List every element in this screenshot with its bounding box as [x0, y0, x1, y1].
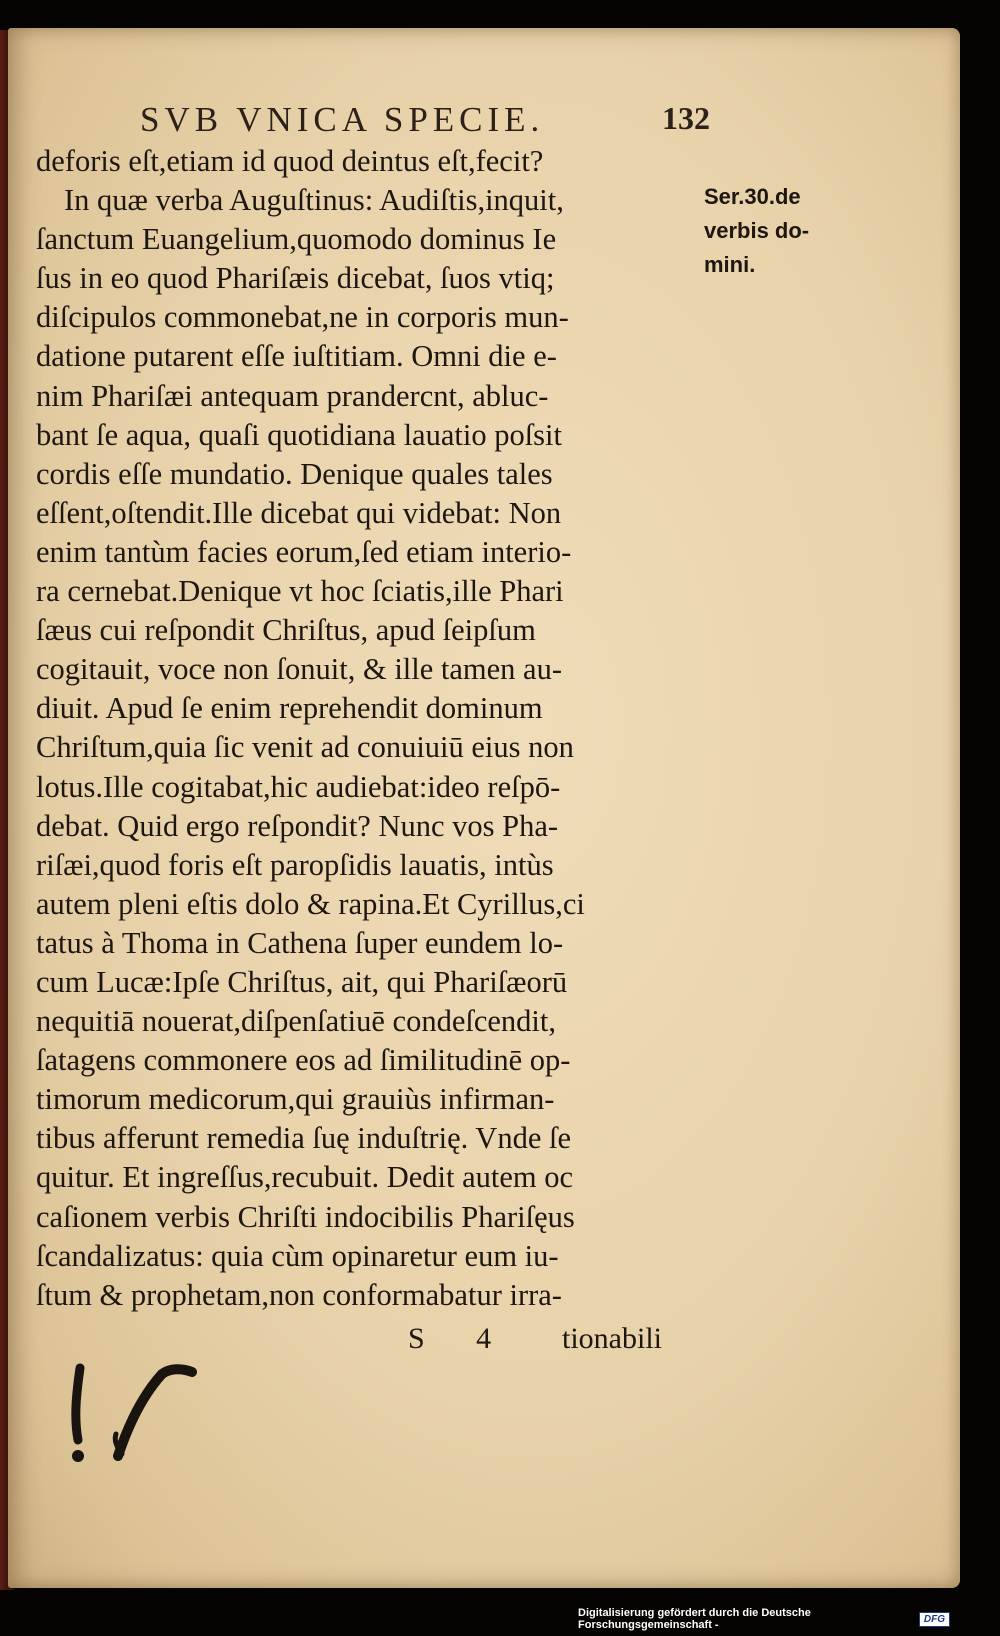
text-line: cordis eſſe mundatio. Denique quales tales	[36, 456, 553, 491]
text-line: ſcandalizatus: quia cùm opinaretur eum iu-	[36, 1238, 559, 1273]
text-line: cogitauit, voce non ſonuit, & ille tamen au-	[36, 652, 562, 687]
text-line: ſus in eo quod Phariſæis dicebat, ſuos vtiq;	[36, 261, 555, 296]
marginal-note-line: verbis do-	[704, 218, 810, 243]
text-line: lotus.Ille cogitabat,hic audiebat:ideo reſpō-	[36, 769, 561, 804]
footer-text: Digitalisierung gefördert durch die Deutsche Forschungsgemeinschaft -	[578, 1607, 811, 1631]
page-number: 132	[662, 100, 710, 136]
text-line: ſæus cui reſpondit Chriſtus, apud ſeipſum	[36, 613, 536, 648]
text-line: tatus à Thoma in Cathena ſuper eundem lo-	[36, 925, 564, 960]
text-line: deforis eſt,etiam id quod deintus eſt,fecit?	[36, 144, 544, 178]
text-line: ſtum & prophetam,non conformabatur irra-	[36, 1277, 562, 1312]
text-line: bant ſe aqua, quaſi quotidiana lauatio poſsit	[36, 417, 562, 452]
text-line: ſanctum Euangelium,quomodo dominus Ie	[36, 222, 557, 257]
dfg-logo: DFG	[919, 1612, 950, 1627]
text-line: nequitiā nouerat,diſpenſatiuē condeſcendit,	[36, 1004, 557, 1039]
text-line: timorum medicorum,qui grauiùs infirman-	[36, 1082, 555, 1117]
handwritten-ink-mark	[58, 1356, 208, 1466]
marginal-note-line: mini.	[704, 252, 756, 277]
text-line: Chriſtum,quia ſic venit ad conuiuiū eius non	[36, 730, 574, 765]
text-line: tibus afferunt remedia ſuę induſtrię. Vnde ſe	[36, 1121, 572, 1156]
marginal-note	[704, 180, 834, 282]
body-text	[36, 142, 716, 1315]
text-line: In quæ verba Auguſtinus: Audiſtis,inquit,	[64, 183, 564, 218]
text-line: autem pleni eſtis dolo & rapina.Et Cyrillus,ci	[36, 886, 585, 921]
footer-credit	[578, 1607, 950, 1631]
text-line: riſæi,quod foris eſt paropſidis lauatis, intùs	[36, 847, 554, 882]
text-line: nim Phariſæi antequam prandercnt, abluc-	[36, 378, 549, 413]
text-line: ra cernebat.Denique vt hoc ſciatis,ille Phari	[36, 574, 564, 609]
signature-mark: S 4	[408, 1322, 514, 1355]
text-line: ſatagens commonere eos ad ſimilitudinē op-	[36, 1043, 571, 1078]
text-line: debat. Quid ergo reſpondit? Nunc vos Pha-	[36, 808, 559, 843]
text-line: eſſent,oſtendit.Ille dicebat qui videbat: Non	[36, 495, 562, 530]
catchword: tionabili	[562, 1322, 662, 1355]
text-line: quitur. Et ingreſſus,recubuit. Dedit autem oc	[36, 1160, 574, 1195]
running-title: SVB VNICA SPECIE.	[140, 100, 545, 139]
text-line: datione putarent eſſe iuſtitiam. Omni die e-	[36, 339, 557, 374]
text-line: cum Lucæ:Ipſe Chriſtus, ait, qui Phariſæorū	[36, 964, 568, 999]
marginal-note-line: Ser.30.de	[704, 184, 801, 209]
text-line: enim tantùm facies eorum,ſed etiam interio-	[36, 534, 572, 569]
text-line: caſionem verbis Chriſti indocibilis Phariſęus	[36, 1199, 575, 1234]
text-line: diuit. Apud ſe enim reprehendit dominum	[36, 691, 543, 726]
text-line: diſcipulos commonebat,ne in corporis mun-	[36, 300, 569, 335]
